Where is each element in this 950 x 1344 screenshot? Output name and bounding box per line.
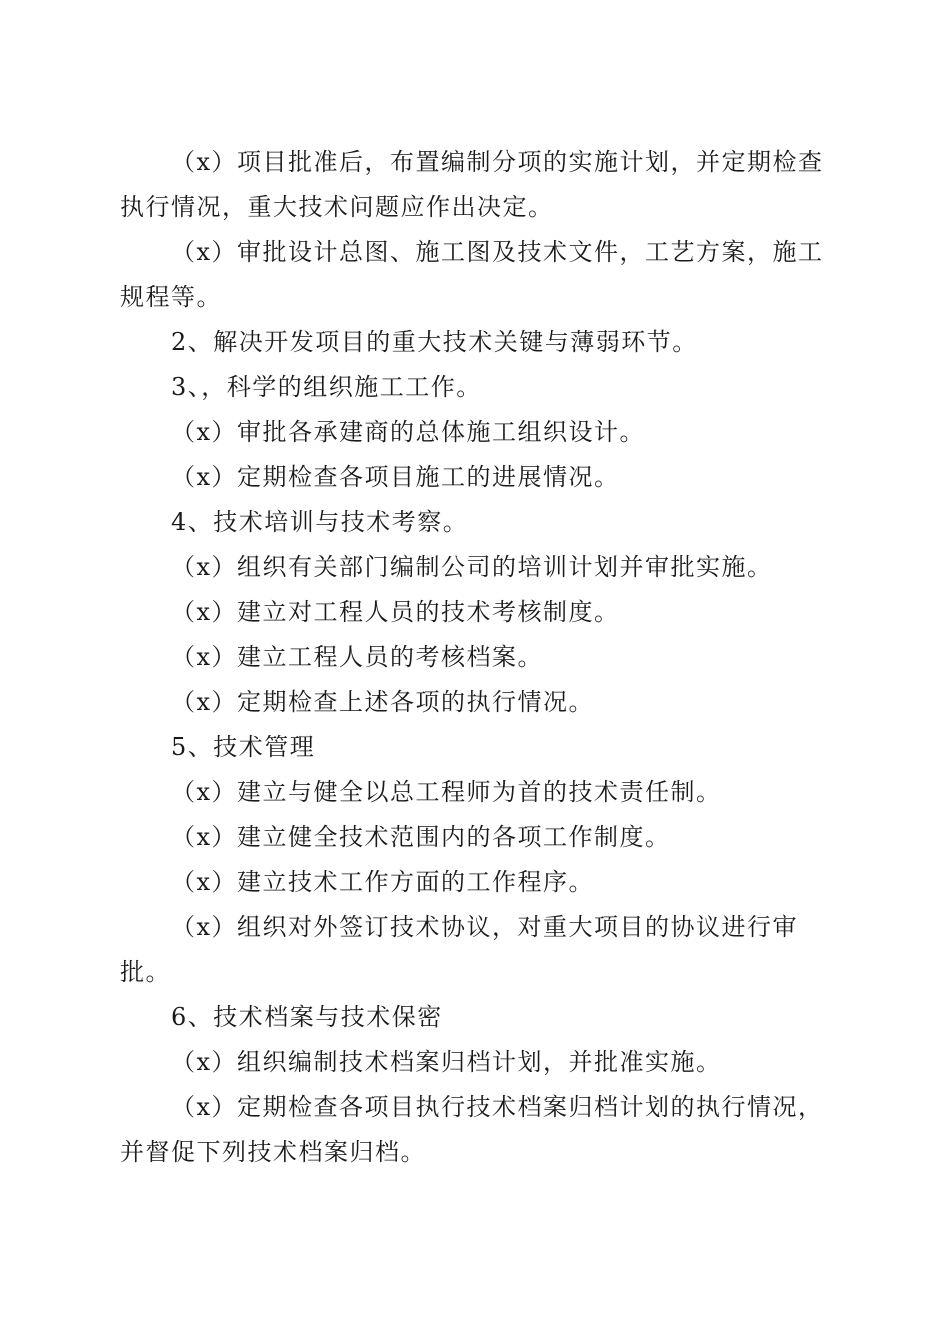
paragraph-review-drawings: （x）审批设计总图、施工图及技术文件，工艺方案，施工规程等。 <box>120 238 824 311</box>
paragraph-check-archive-plan: （x）定期检查各项目执行技术档案归档计划的执行情况，并督促下列技术档案归档。 <box>120 1093 824 1166</box>
paragraph-check-execution: （x）定期检查上述各项的执行情况。 <box>171 688 595 716</box>
heading-3-organize-construction: 3、，科学的组织施工工作。 <box>171 373 482 401</box>
paragraph-work-rules: （x）建立健全技术范围内的各项工作制度。 <box>171 823 671 851</box>
paragraph-assessment-archive: （x）建立工程人员的考核档案。 <box>171 643 544 671</box>
paragraph-assessment-system: （x）建立对工程人员的技术考核制度。 <box>171 598 620 626</box>
paragraph-responsibility-system: （x）建立与健全以总工程师为首的技术责任制。 <box>171 778 722 806</box>
paragraph-archive-plan: （x）组织编制技术档案归档计划，并批准实施。 <box>171 1048 722 1076</box>
paragraph-tech-agreements: （x）组织对外签订技术协议，对重大项目的协议进行审批。 <box>120 913 799 986</box>
heading-5-tech-management: 5、技术管理 <box>171 733 316 761</box>
document-body <box>120 140 840 1175</box>
paragraph-review-contractor-design: （x）审批各承建商的总体施工组织设计。 <box>171 418 646 446</box>
paragraph-check-progress: （x）定期检查各项目施工的进展情况。 <box>171 463 620 491</box>
paragraph-training-plan: （x）组织有关部门编制公司的培训计划并审批实施。 <box>171 553 773 581</box>
heading-4-training: 4、技术培训与技术考察。 <box>171 508 469 536</box>
heading-2-key-issues: 2、解决开发项目的重大技术关键与薄弱环节。 <box>171 328 698 356</box>
paragraph-approval-plan: （x）项目批准后，布置编制分项的实施计划，并定期检查执行情况，重大技术问题应作出决定。 <box>120 148 824 221</box>
paragraph-work-procedure: （x）建立技术工作方面的工作程序。 <box>171 868 595 896</box>
heading-6-archives-secrecy: 6、技术档案与技术保密 <box>171 1003 443 1031</box>
